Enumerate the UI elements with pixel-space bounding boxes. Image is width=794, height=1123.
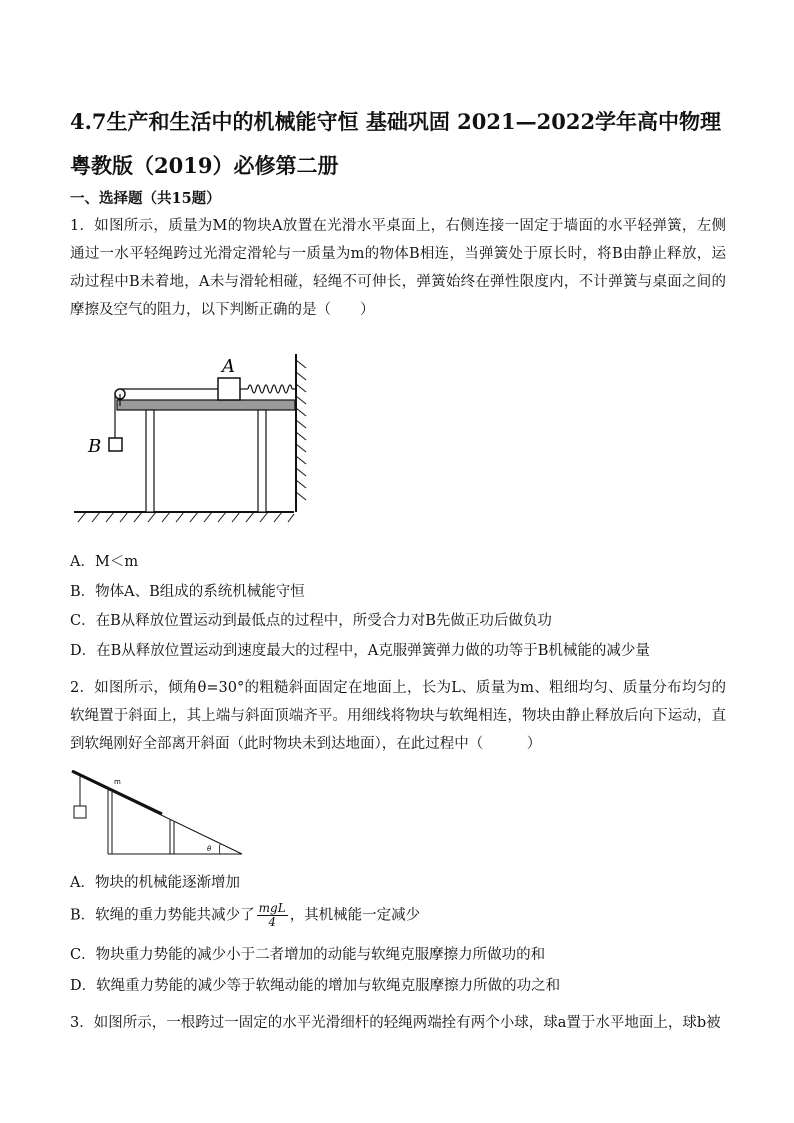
q1-option-d: D．在B从释放位置运动到速度最大的过程中，A克服弹簧弹力做的功等于B机械能的减少量 — [70, 643, 650, 659]
question-3-stem: 3．如图所示，一根跨过一固定的水平光滑细杆的轻绳两端拴有两个小球，球a置于水平地面上，球b被 — [70, 1015, 721, 1031]
label-b: B — [88, 436, 102, 457]
document-title: 4.7生产和生活中的机械能守恒 基础巩固 2021—2022学年高中物理粤教版（2019）必修第二册 — [70, 109, 722, 178]
q1-option-c: C．在B从释放位置运动到最低点的过程中，所受合力对B先做正功后做负功 — [70, 613, 552, 629]
question-1-stem: 1．如图所示，质量为M的物块A放置在光滑水平桌面上，右侧连接一固定于墙面的水平轻弹簧，左侧通过一水平轻绳跨过光滑定滑轮与一质量为m的物体B相连，当弹簧处于原长时，将B由静止释放，运动过程中B未着地，A未与滑轮相碰，轻绳不可伸长，弹簧始终在弹性限度内，不计弹簧与桌面之间的摩擦及空气的阻力，以下判断正确的是（ ） — [70, 218, 726, 318]
label-m: m — [114, 778, 121, 786]
spring — [248, 385, 292, 393]
table-top — [117, 400, 295, 410]
q2-option-b — [70, 902, 420, 929]
hanging-block — [74, 806, 86, 818]
q1-option-b: B．物体A、B组成的系统机械能守恒 — [70, 584, 305, 600]
question-1-figure — [72, 350, 312, 525]
fraction-numerator: mgL — [258, 901, 286, 915]
section-heading: 一、选择题（共15题） — [70, 190, 221, 207]
table-leg-left — [146, 410, 154, 512]
block-a — [218, 378, 240, 400]
fraction-mgl-over-4 — [257, 902, 288, 929]
ground-hatch — [78, 512, 294, 522]
q2-option-d: D．软绳重力势能的减少等于软绳动能的增加与软绳克服摩擦力所做的功之和 — [70, 978, 561, 994]
fraction-denominator: 4 — [268, 915, 276, 929]
q2-option-b-suffix: ，其机械能一定减少 — [289, 907, 421, 924]
q1-option-a: A．M＜m — [70, 554, 139, 570]
q2-option-b-prefix: B．软绳的重力势能共减少了 — [70, 907, 255, 924]
question-2-stem: 2．如图所示，倾角θ=30°的粗糙斜面固定在地面上，长为L、质量为m、粗细均匀、质量分布均匀的软绳置于斜面上，其上端与斜面顶端齐平。用细线将物块与软绳相连，物块由静止释放后向下运动，直到软绳刚好全部离开斜面（此时物块未到达地面），在此过程中（ ） — [70, 680, 726, 752]
q2-option-c: C．物块重力势能的减少小于二者增加的动能与软绳克服摩擦力所做功的和 — [70, 947, 546, 963]
q2-option-a: A．物块的机械能逐渐增加 — [70, 875, 240, 891]
question-2-figure — [70, 770, 245, 858]
angle-arc — [219, 844, 220, 854]
wall-hatch — [296, 360, 306, 500]
table-leg-right — [258, 410, 266, 512]
label-theta: θ — [207, 845, 212, 853]
block-b — [109, 438, 122, 451]
label-a: A — [222, 356, 235, 377]
